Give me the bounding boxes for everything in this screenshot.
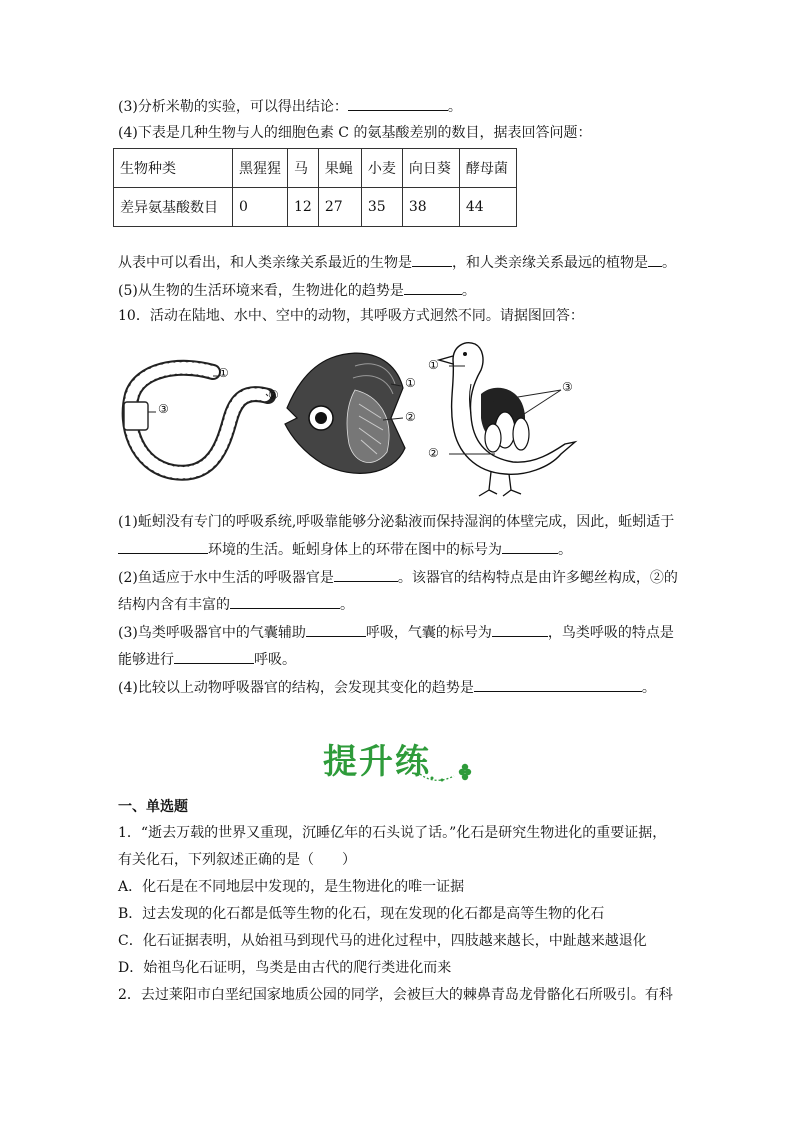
bird-leg	[503, 474, 521, 496]
label-fish-1: ①	[405, 376, 416, 390]
leader-line	[521, 390, 561, 416]
table-row	[114, 149, 517, 188]
bird-air-sac	[513, 418, 529, 450]
q3-blank[interactable]	[348, 96, 448, 111]
label-earthworm-3: ③	[158, 402, 169, 416]
q10-2-line-b: 结构内含有丰富的 。	[118, 594, 354, 615]
q10-line: 10．活动在陆地、水中、空中的动物，其呼吸方式迥然不同。请据图回答：	[118, 308, 584, 324]
table-header-cell: 小麦	[361, 149, 402, 188]
q4-line: (4)下表是几种生物与人的细胞色素 C 的氨基酸差别的数目，据表回答问题：	[118, 125, 592, 141]
q10-4-line: (4)比较以上动物呼吸器官的结构，会发现其变化的趋势是 。	[118, 677, 656, 698]
label-bird-3: ③	[562, 380, 573, 394]
label-earthworm-2: ②	[268, 388, 279, 402]
bird-eye	[463, 352, 467, 356]
q10-1-line-b: 环境的生活。蚯蚓身体上的环带在图中的标号为 。	[118, 539, 572, 560]
mcq1-option-a[interactable]: A．化石是在不同地层中发现的，是生物进化的唯一证据	[118, 879, 465, 895]
label-earthworm-1: ①	[218, 366, 229, 380]
q4b-blank-1[interactable]	[412, 252, 452, 267]
cytochrome-table	[113, 148, 517, 227]
table-header-cell: 果蝇	[318, 149, 361, 188]
earthworm-clitellum	[124, 402, 148, 430]
section-title: 提升练	[323, 742, 431, 782]
q10-3-line-a: (3)鸟类呼吸器官中的气囊辅助 呼吸，气囊的标号为 ，鸟类呼吸的特点是	[118, 622, 674, 643]
q10-1-line-a: (1)蚯蚓没有专门的呼吸系统,呼吸靠能够分泌黏液而保持湿润的体壁完成，因此，蚯蚓适于	[118, 514, 675, 530]
bird-air-sac	[485, 424, 501, 452]
section-head: 一、单选题	[118, 799, 188, 815]
q10-2-blank-1[interactable]	[334, 567, 398, 582]
q4b-line: 从表中可以看出，和人类亲缘关系最近的生物是 ，和人类亲缘关系最远的植物是 。	[118, 252, 676, 273]
q10-3-blank-2[interactable]	[492, 622, 548, 637]
q10-1-blank-2[interactable]	[502, 539, 558, 554]
table-header-cell: 马	[288, 149, 319, 188]
q5-line: (5)从生物的生活环境来看，生物进化的趋势是 。	[118, 280, 476, 301]
q10-3-line-b: 能够进行 呼吸。	[118, 649, 296, 670]
table-cell: 35	[361, 188, 402, 227]
mcq1-option-d[interactable]: D．始祖鸟化石证明，鸟类是由古代的爬行类进化而来	[118, 960, 452, 976]
table-cell: 38	[402, 188, 459, 227]
table-cell: 27	[318, 188, 361, 227]
earthworm-figure	[118, 350, 288, 490]
clover-decoration-icon	[418, 762, 474, 786]
mcq2-stem-line-1: 2．去过莱阳市白垩纪国家地质公园的同学，会被巨大的棘鼻青岛龙骨骼化石所吸引。有科	[118, 987, 673, 1003]
mcq1-stem-line-1: 1．“逝去万载的世界又重现，沉睡亿年的石头说了话。”化石是研究生物进化的重要证据，	[118, 825, 667, 841]
fish-pupil	[315, 412, 327, 424]
mcq1-option-b[interactable]: B．过去发现的化石都是低等生物的化石，现在发现的化石都是高等生物的化石	[118, 906, 605, 922]
mcq1-option-c[interactable]: C．化石证据表明，从始祖马到现代马的进化过程中，四肢越来越长，中趾越来越退化	[118, 933, 647, 949]
q10-4-blank[interactable]	[474, 677, 642, 692]
label-fish-2: ②	[405, 410, 416, 424]
label-bird-2: ②	[428, 446, 439, 460]
q5-blank[interactable]	[404, 280, 462, 295]
section-title-banner	[318, 734, 478, 786]
table-cell: 差异氨基酸数目	[114, 188, 233, 227]
q10-3-blank-3[interactable]	[174, 649, 254, 664]
table-cell: 12	[288, 188, 319, 227]
table-row	[114, 188, 517, 227]
q10-1-blank-1[interactable]	[118, 539, 208, 554]
fish-gill-figure	[283, 348, 423, 483]
label-bird-1: ①	[428, 358, 439, 372]
table-header-cell: 酵母菌	[459, 149, 516, 188]
q10-3-blank-1[interactable]	[306, 622, 366, 637]
table-cell: 0	[233, 188, 288, 227]
table-cell: 44	[459, 188, 516, 227]
mcq1-stem-line-2: 有关化石，下列叙述正确的是（ ）	[118, 852, 356, 868]
table-header-cell: 生物种类	[114, 149, 233, 188]
table-header-cell: 向日葵	[402, 149, 459, 188]
table-header-cell: 黑猩猩	[233, 149, 288, 188]
bird-air-sac-figure	[425, 334, 595, 500]
q3-line: (3)分析米勒的实验，可以得出结论： 。	[118, 96, 462, 117]
q10-2-line-a: (2)鱼适应于水中生活的呼吸器官是 。该器官的结构特点是由许多鳃丝构成，②的	[118, 567, 678, 588]
bird-beak	[439, 356, 453, 364]
bird-leg	[479, 472, 497, 496]
q4b-blank-2[interactable]	[648, 252, 662, 267]
q10-2-blank-2[interactable]	[230, 594, 340, 609]
